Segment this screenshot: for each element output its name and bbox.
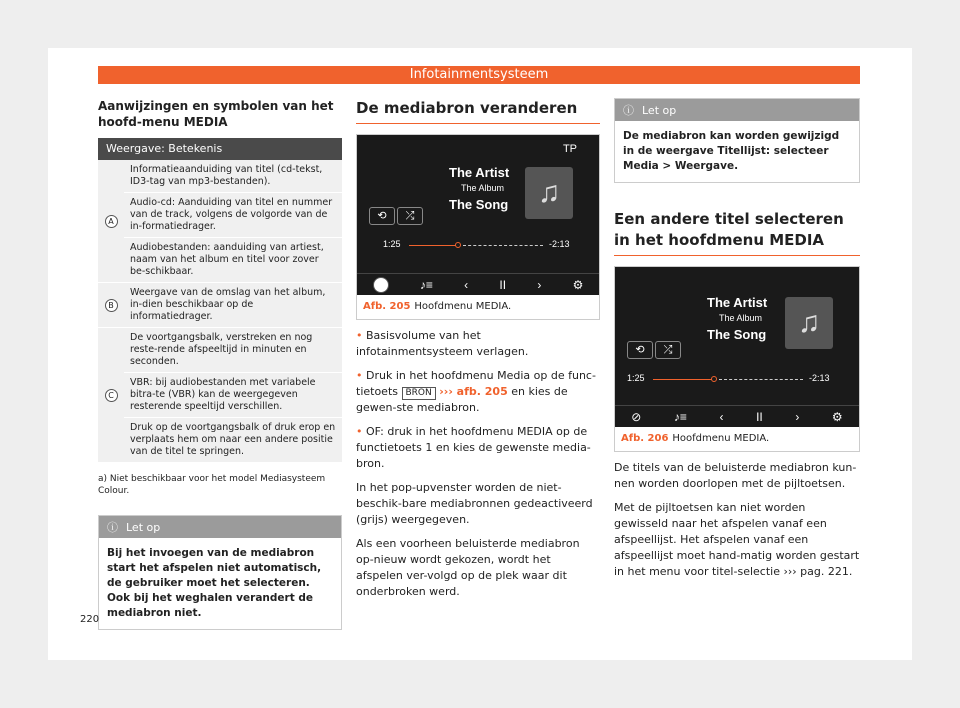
- figure: [614, 266, 860, 452]
- info-icon: ⓘ: [107, 521, 118, 534]
- prev-icon: ‹: [719, 409, 724, 424]
- progress-remaining: [719, 379, 803, 380]
- control-bar: [615, 405, 859, 427]
- bron-key: BRON: [402, 387, 436, 400]
- note-title: Let op: [642, 103, 677, 117]
- shuffle-icon: ⤮: [655, 341, 681, 359]
- column-3: [614, 98, 860, 580]
- paragraph: In het pop-upvenster worden de niet-beschik-bare mediabronnen gedeactiveerd (grijs) weergegeven.: [356, 481, 593, 526]
- infotainment-screen: [357, 135, 599, 295]
- progress-knob: [711, 376, 717, 382]
- figure-ref: ››› afb. 205: [439, 385, 508, 398]
- note-text: Bij het invoegen van de mediabron start het afspelen niet automatisch, de gebruiker moet het selecteren. Ook bij het weghalen verandert de mediabron niet.: [107, 547, 322, 619]
- table-row: [98, 193, 342, 238]
- figure-number: Afb. 205: [363, 301, 411, 312]
- song-label: The Song: [707, 327, 767, 342]
- song-label: The Song: [449, 197, 509, 212]
- next-icon: ›: [795, 409, 800, 424]
- page-header: Infotainmentsysteem: [98, 66, 860, 84]
- playlist-icon: ♪≡: [419, 277, 433, 292]
- section-heading: Een andere titel selecteren in het hoofdmenu MEDIA: [614, 209, 860, 256]
- table-cell: Audiobestanden: aanduiding van artiest, naam van het album en titel voor zover be-schikbaar.: [124, 238, 342, 283]
- info-icon: ⓘ: [623, 104, 634, 117]
- figure-caption: Hoofdmenu MEDIA.: [414, 301, 512, 312]
- prev-icon: ‹: [464, 277, 469, 292]
- column-2: De mediabron veranderen TP The Artist The Album The Song ♫ ⟲ ⤮ 1:25 -2:13 1 ♪≡ ‹ II › ⚙ Afb. 205 Hoofdmenu MEDIA. • Basisvolume van het infotainmentsysteem verlagen. • Druk in het hoofdmenu Media op de func-tietoets BRON ››› afb. 205 en kies de gewen-ste mediabron. • OF: druk in het hoofdmenu MEDIA op de functietoets 1 en kies de gewenste media-bron. In het pop-upvenster worden de niet-beschik-bare mediabronnen gedeactiveerd (grijs) weergegeven. Als een voorheen beluisterde mediabron op-nieuw wordt gekozen, wordt het afspelen ver-volgd op de plek waar dit onderbroken werd.: [356, 98, 600, 600]
- section-heading: De mediabron veranderen: [356, 98, 600, 124]
- symbol-table: [98, 138, 342, 463]
- table-row: [98, 373, 342, 418]
- gear-icon: ⚙: [831, 409, 843, 424]
- artist-label: The Artist: [449, 165, 510, 180]
- music-note-icon: ♫: [525, 167, 573, 219]
- playlist-icon: ♪≡: [673, 409, 687, 424]
- table-cell: Informatieaanduiding van titel (cd-tekst, ID3-tag van mp3-bestanden).: [124, 160, 342, 193]
- gear-icon: ⚙: [572, 277, 584, 292]
- marker-1: 1: [373, 277, 389, 293]
- progress-bar: [653, 379, 713, 380]
- shuffle-icon: ⤮: [397, 207, 423, 225]
- paragraph: Met de pijltoetsen kan niet worden gewisseld naar het afspelen vanaf een afspeellijst. Het afspelen vanaf een afspeellijst moet hand-matig worden gestart in het menu voor titel-selectie ››› pag. 221.: [614, 501, 860, 578]
- elapsed-time: 1:25: [383, 239, 401, 249]
- paragraph: Als een voorheen beluisterde mediabron op-nieuw wordt gekozen, wordt het afspelen ver-volgd op de plek waar dit onderbroken werd.: [356, 537, 580, 598]
- pause-icon: II: [499, 277, 507, 292]
- paragraph: en kies de gewen-ste mediabron.: [356, 385, 568, 414]
- symbol-c: C: [105, 389, 118, 402]
- note-box: [614, 98, 860, 183]
- figure-number: Afb. 206: [621, 433, 669, 444]
- table-cell: Druk op de voortgangsbalk of druk erop en verplaats hem om naar een andere positie van de titel te springen.: [124, 418, 342, 463]
- album-label: The Album: [719, 313, 763, 323]
- repeat-icon: ⟲: [369, 207, 395, 225]
- figure: [356, 134, 600, 320]
- progress-bar: [409, 245, 457, 246]
- paragraph: OF: druk in het hoofdmenu MEDIA op de functietoets 1 en kies de gewenste media-bron.: [356, 425, 591, 470]
- table-row: [98, 238, 342, 283]
- table-row: [98, 418, 342, 463]
- column-1: [98, 98, 342, 630]
- progress-remaining: [463, 245, 543, 246]
- table-row: [98, 160, 342, 193]
- tp-indicator: TP: [562, 143, 577, 155]
- elapsed-time: 1:25: [627, 373, 645, 383]
- progress-knob: [455, 242, 461, 248]
- paragraph: Druk in het hoofdmenu Media op de func-tietoets: [356, 369, 596, 398]
- artist-label: The Artist: [707, 295, 768, 310]
- repeat-icon: ⟲: [627, 341, 653, 359]
- table-cell: VBR: bij audiobestanden met variabele bitra-te (VBR) kan de weergegeven resterende speeltijd verschillen.: [124, 373, 342, 418]
- figure-caption: Hoofdmenu MEDIA.: [672, 433, 770, 444]
- pause-icon: II: [756, 409, 763, 424]
- page-number: 220: [80, 614, 100, 625]
- footnote: a) Niet beschikbaar voor het model Mediasysteem Colour.: [98, 474, 326, 496]
- section-heading: Aanwijzingen en symbolen van het hoofd-menu MEDIA: [98, 99, 334, 129]
- note-text: De mediabron kan worden gewijzigd in de weergave Titellijst: selecteer Media > Weergave.: [623, 130, 840, 172]
- table-header: Weergave: Betekenis: [98, 138, 342, 160]
- remaining-time: -2:13: [809, 373, 830, 383]
- paragraph: Basisvolume van het infotainmentsysteem verlagen.: [356, 329, 529, 358]
- table-cell: Weergave van de omslag van het album, in-dien beschikbaar op de informatiedrager.: [124, 283, 342, 328]
- no-source-icon: ⊘: [631, 409, 642, 424]
- symbol-b: B: [105, 299, 118, 312]
- album-label: The Album: [461, 183, 505, 193]
- music-note-icon: ♫: [785, 297, 833, 349]
- remaining-time: -2:13: [549, 239, 570, 249]
- symbol-a: A: [105, 215, 118, 228]
- infotainment-screen: [615, 267, 859, 427]
- table-row: [98, 328, 342, 373]
- table-row: [98, 283, 342, 328]
- table-cell: Audio-cd: Aanduiding van titel en nummer van de track, volgens de volgorde van de in-formatiedrager.: [124, 193, 342, 238]
- paragraph: De titels van de beluisterde mediabron kun-nen worden doorlopen met de pijltoetsen.: [614, 461, 857, 490]
- table-cell: De voortgangsbalk, verstreken en nog reste-rende afspeeltijd in minuten en seconden.: [124, 328, 342, 373]
- note-box: [98, 515, 342, 630]
- next-icon: ›: [537, 277, 542, 292]
- control-bar: [357, 273, 599, 295]
- note-title: Let op: [126, 520, 161, 534]
